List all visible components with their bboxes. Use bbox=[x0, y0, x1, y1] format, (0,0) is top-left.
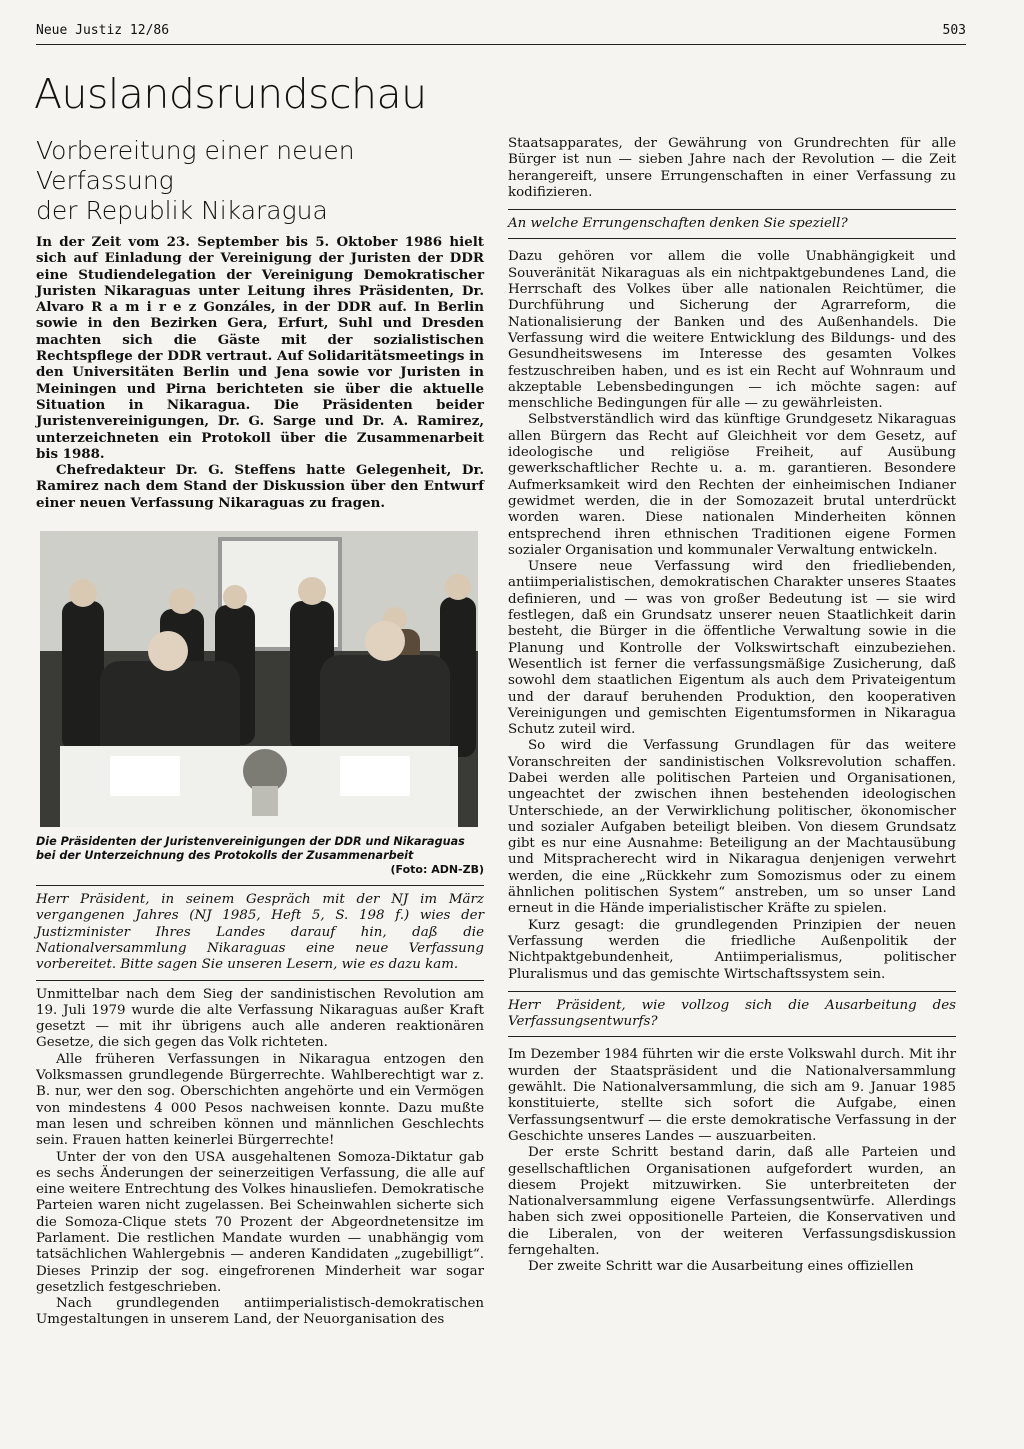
lead-paragraph: Chefredakteur Dr. G. Steffens hatte Gelegenheit, Dr. Ramirez nach dem Stand der Diskussion über den Entwurf einer neuen Verfassung Nikaraguas zu fragen. bbox=[36, 462, 484, 511]
interview-question bbox=[36, 885, 484, 973]
photo-image-icon bbox=[40, 531, 478, 827]
photo-caption bbox=[36, 835, 484, 877]
question-text: Herr Präsident, in seinem Gespräch mit der NJ im März vergangenen Jahres (NJ 1985, Heft 5, S. 198 f.) wies der Justizminister Ihres Landes darauf hin, daß die Nationalversammlung Nikaraguas eine neue Verfassung vorbereitet. Bitte sagen Sie unseren Lesern, wie es dazu kam. bbox=[36, 892, 484, 973]
page-number: 503 bbox=[942, 23, 966, 38]
answer-paragraph: Alle früheren Verfassungen in Nikaragua entzogen den Volksmassen grundlegende Bürgerrechte. Wahlberechtigt war z. B. nur, wer den sog. Oberschichten angehörte und ein Vermögen von mindestens 4 000 Pesos nachweisen konnte. Dazu mußte man lesen und schreiben können und männlichen Geschlechts sein. Frauen hatten keinerlei Bürgerrechte! bbox=[36, 1051, 484, 1149]
answer-paragraph: Im Dezember 1984 führten wir die erste Volkswahl durch. Mit ihr wurden der Staatspräsident und die Nationalversammlung gewählt. Die Nationalversammlung, die sich am 9. Januar 1985 konstituierte, stellte sich sofort die Aufgabe, einen Verfassungsentwurf — die erste demokratische Verfassung in der Geschichte unseres Landes — auszuarbeiten. bbox=[508, 1047, 956, 1144]
caption-text: Die Präsidenten der Juristenvereinigungen der DDR und Nikaraguas bei der Unterzeichnung des Protokolls der Zusammenarbeit bbox=[36, 835, 465, 863]
answer-paragraph: Unmittelbar nach dem Sieg der sandinistischen Revolution am 19. Juli 1979 wurde die alte Verfassung Nikaraguas außer Kraft gesetzt — mit ihr übrigens auch alle anderen reaktionären Gesetze, die sich gegen das Volk richteten. bbox=[36, 986, 484, 1051]
journal-issue: Neue Justiz 12/86 bbox=[36, 23, 170, 38]
signing-photo bbox=[40, 531, 478, 827]
article-title bbox=[36, 136, 484, 226]
left-column bbox=[36, 136, 484, 1329]
right-column bbox=[508, 136, 956, 1276]
section-title: Auslandsrundschau bbox=[34, 70, 427, 118]
article-title-line-1: Vorbereitung einer neuen Verfassung bbox=[36, 136, 355, 195]
answer-paragraph: Staatsapparates, der Gewährung von Grundrechten für alle Bürger ist nun — sieben Jahre nach der Revolution — die Zeit herangereift, unsere Errungenschaften in einer Verfassung zu kodifizieren. bbox=[508, 136, 956, 200]
answer-paragraph: Nach grundlegenden antiimperialistisch-demokratischen Umgestaltungen in unserem Land, der Neuorganisation des bbox=[36, 1296, 484, 1328]
answer-paragraph: So wird die Verfassung Grundlagen für das weitere Voranschreiten der sandinistischen Volksrevolution schaffen. Dabei werden alle politischen Parteien und Organisationen, ungeachtet der zwischen ihnen bestehenden ideologischen Unterschiede, an der Verwirklichung politischer, ökonomischer und sozialer Aufgaben beteiligt bleiben. Von diesem Grundsatz gibt es nur eine Ausnahme: Beteiligung an der Machtausübung und Mitspracherecht wird in Nikaragua denjenigen verwehrt werden, die eine „Rückkehr zum Somozismus oder zu einem ähnlichen politischen System“ anstreben, um so unser Land erneut in die Hände imperialistischer Kräfte zu spielen. bbox=[508, 738, 956, 917]
question-text: Herr Präsident, wie vollzog sich die Ausarbeitung des Verfassungsentwurfs? bbox=[508, 997, 956, 1030]
question-text: An welche Errungenschaften denken Sie speziell? bbox=[508, 216, 848, 232]
answer-paragraph: Kurz gesagt: die grundlegenden Prinzipien der neuen Verfassung werden die friedliche Außenpolitik der Nichtpaktgebundenheit, Antiimperialismus, politischer Pluralismus und das gemischte Wirtschaftssystem sein. bbox=[508, 917, 956, 982]
answer-paragraph: Der zweite Schritt war die Ausarbeitung eines offiziellen bbox=[528, 1259, 914, 1275]
answer-paragraph: Dazu gehören vor allem die volle Unabhängigkeit und Souveränität Nikaraguas als ein nichtpaktgebundenes Land, die Herrschaft des Volkes über alle nationalen Reichtümer, die Durchführung und Sicherung der Agrarreform, die Nationalisierung der Banken und des Außenhandels. Die Verfassung wird die weitere Entwicklung des Bildungs- und des Gesundheitswesens im Interesse des gesamten Volkes festzuschreiben haben, und es ist ein Recht auf Wohnraum und akzeptable Lebensbedingungen — ich möchte sagen: auf menschliche Bedingungen für alle — zu gewährleisten. bbox=[508, 249, 956, 412]
interview-question bbox=[508, 991, 956, 1038]
answer-paragraph: Selbstverständlich wird das künftige Grundgesetz Nikaraguas allen Bürgern das Recht auf Gleichheit vor dem Gesetz, auf ideologische und religiöse Freiheit, auf Ausübung gewerkschaftlicher Rechte u. a. m. garantieren. Besondere Aufmerksamkeit wird den Rechten der einheimischen Indianer gewidmet werden, die in der Somozazeit brutal unterdrückt worden waren. Diese nationalen Minderheiten können entsprechend ihren ethnischen Traditionen eigene Formen sozialer Organisation und kommunaler Verwaltung entwickeln. bbox=[508, 412, 956, 558]
interview-question bbox=[508, 209, 956, 239]
photo-credit: (Foto: ADN-ZB) bbox=[390, 863, 484, 877]
answer-paragraph: Unter der von den USA ausgehaltenen Somoza-Diktatur gab es sechs Änderungen der seinerzeitigen Verfassung, die alle auf eine weitere Entrechtung des Volkes hinausliefen. Demokratische Parteien waren nicht zugelassen. Bei Scheinwahlen sicherte sich die Somoza-Clique stets 70 Prozent der Abgeordnetensitze im Parlament. Die restlichen Mandate wurden — unabhängig vom tatsächlichen Wahlergebnis — anderen Kandidaten „zugebilligt“. Dieses Prinzip der sog. eingefrorenen Minderheit war sogar gesetzlich festgeschrieben. bbox=[36, 1149, 484, 1295]
answer-paragraph: Unsere neue Verfassung wird den friedliebenden, antiimperialistischen, demokratischen Charakter unseres Staates definieren, und — was von großer Bedeutung ist — sie wird festlegen, daß ein Grundsatz unserer neuen Staatlichkeit darin besteht, die Bürger in die öffentliche Verwaltung sowie in die Planung und Kontrolle der Volkswirtschaft einzubeziehen. Wesentlich ist ferner die verfassungsmäßige Zusicherung, daß sowohl dem staatlichen Eigentum als auch dem Privateigentum und der darauf beruhenden Produktion, den kooperativen Vereinigungen und gemischten Eigentumsformen in Nikaragua Schutz zuteil wird. bbox=[508, 559, 956, 738]
lead-paragraph: In der Zeit vom 23. September bis 5. Oktober 1986 hielt sich auf Einladung der Vereinigung der Juristen der DDR eine Studiendelegation der Vereinigung Demokratischer Juristen Nikaraguas unter Leitung ihres Präsidenten, Dr. Alvaro R a m i r e z Gonzáles, in der DDR auf. In Berlin sowie in den Bezirken Gera, Erfurt, Suhl und Dresden machten sich die Gäste mit der sozialistischen Rechtspflege der DDR vertraut. Auf Solidaritätsmeetings in den Universitäten Berlin und Jena sowie vor Juristen in Meiningen und Pirna berichteten sie über die aktuelle Situation in Nikaragua. Die Präsidenten beider Juristenvereinigungen, Dr. G. Sarge und Dr. A. Ramirez, unterzeichneten ein Protokoll über die Zusammenarbeit bis 1988. bbox=[36, 234, 484, 462]
running-head bbox=[36, 20, 966, 45]
article-title-line-2: der Republik Nikaragua bbox=[36, 196, 328, 225]
answer-block bbox=[36, 980, 484, 1329]
article-lead bbox=[36, 234, 484, 511]
answer-paragraph: Der erste Schritt bestand darin, daß alle Parteien und gesellschaftlichen Organisationen aufgefordert wurden, an diesem Projekt mitzuwirken. Sie unterbreiteten der Nationalversammlung eigene Verfassungsentwürfe. Allerdings haben sich zwei oppositionelle Parteien, die Konservativen und die Liberalen, von der weiteren Verfassungsdiskussion ferngehalten. bbox=[508, 1145, 956, 1258]
